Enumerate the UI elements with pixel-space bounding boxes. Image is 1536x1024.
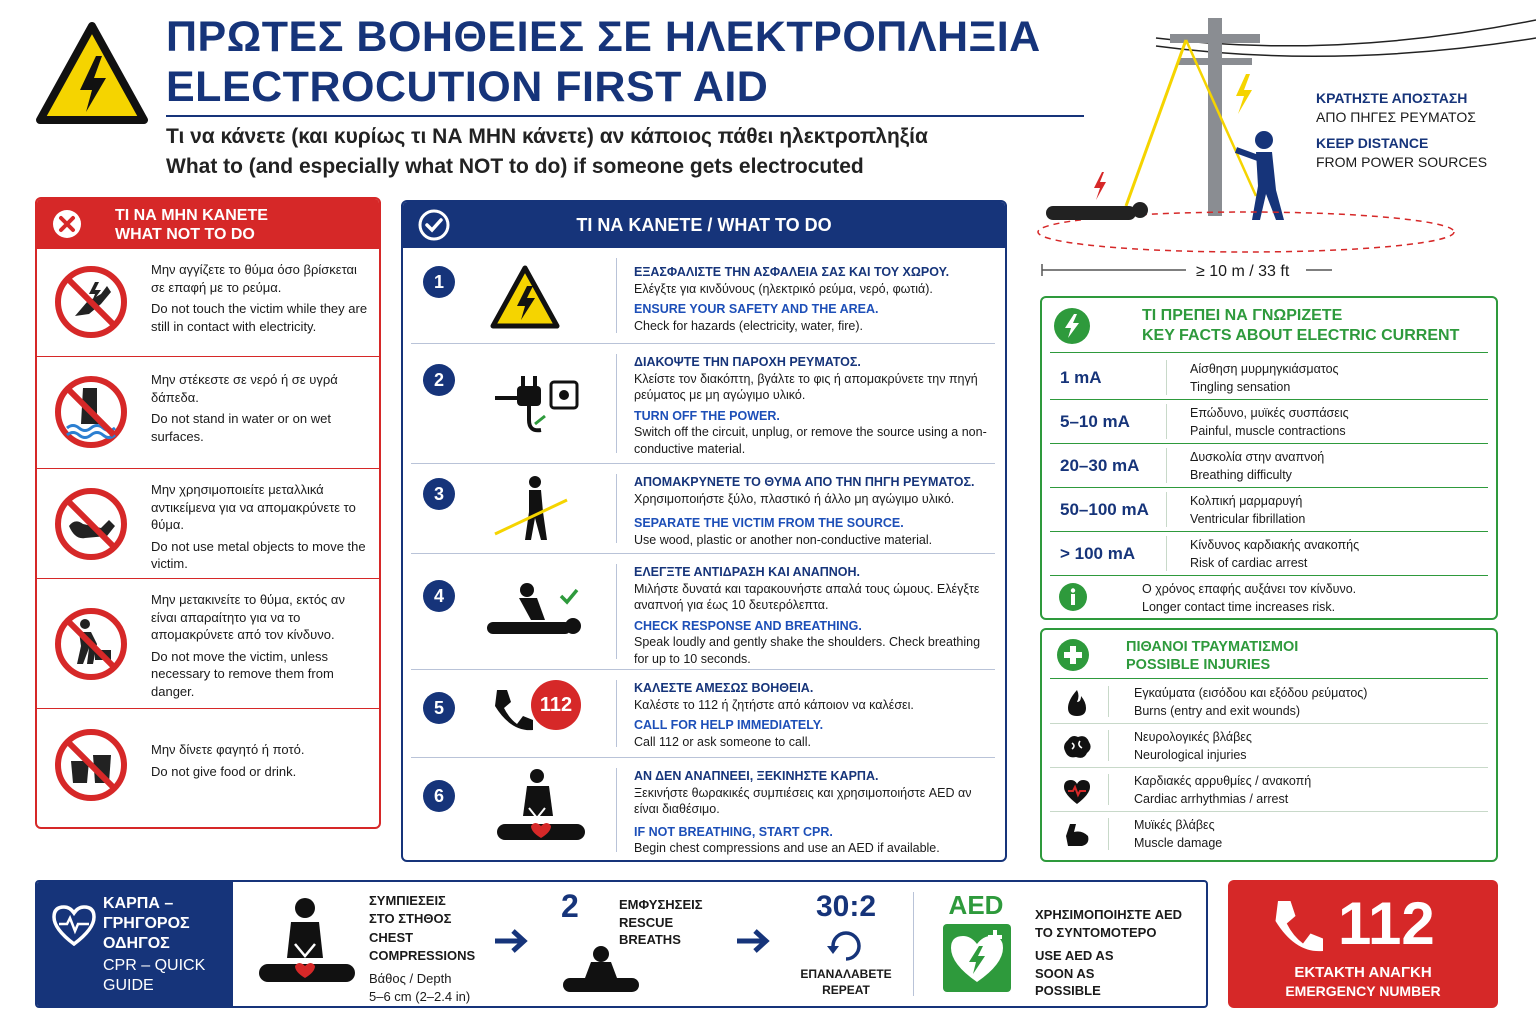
step-row	[411, 554, 995, 670]
depth-label: Βάθος / Depth	[369, 971, 452, 986]
step-head-english: SEPARATE THE VICTIM FROM THE SOURCE.	[634, 516, 904, 530]
dont-text-greek: Μην αγγίζετε το θύμα όσο βρίσκεται σε επαφή με το ρεύμα.	[151, 262, 357, 295]
rescue-breaths-icon	[561, 944, 641, 994]
warning-icon	[489, 264, 561, 330]
possible-injuries-panel	[1040, 628, 1498, 862]
step-number: 3	[423, 478, 455, 510]
x-circle-icon	[51, 208, 83, 240]
check-breathing-icon	[483, 580, 583, 640]
fact-greek: Κίνδυνος καρδιακής ανακοπής	[1190, 538, 1360, 552]
step-head-greek: ΕΞΑΣΦΑΛΙΣΤΕ ΤΗΝ ΑΣΦΑΛΕΙΑ ΣΑΣ ΚΑΙ ΤΟΥ ΧΩΡΟΥ.	[634, 265, 950, 279]
current-value: 50–100 mA	[1060, 500, 1149, 519]
warning-sign-icon	[34, 20, 150, 126]
fact-greek: Κολπική μαρμαρυγή	[1190, 494, 1303, 508]
separate-victim-icon	[491, 474, 571, 544]
step-body-greek: Ξεκινήστε θωρακικές συμπιέσεις και χρησιμοποιήστε AED αν είναι διαθέσιμο.	[634, 785, 972, 816]
dont-item	[37, 249, 379, 357]
no-metal-icon	[53, 486, 129, 562]
compressions-english: CHEST COMPRESSIONS	[369, 930, 476, 963]
step-head-english: ENSURE YOUR SAFETY AND THE AREA.	[634, 302, 879, 316]
no-food-icon	[53, 727, 129, 803]
repeat-english: REPEAT	[822, 983, 870, 997]
facts-title-english: KEY FACTS ABOUT ELECTRIC CURRENT	[1142, 327, 1460, 344]
step-body-english: Switch off the circuit, unplug, or remove the source using a non-conductive material.	[634, 425, 987, 456]
step-body-english: Begin chest compressions and use an AED if available.	[634, 841, 940, 855]
dont-text-greek: Μην μετακινείτε το θύμα, εκτός αν είναι απαραίτητο για να το απομακρύνετε από τον κίνδυνο.	[151, 592, 345, 642]
injury-greek: Νευρολογικές βλάβες	[1134, 730, 1252, 744]
step-head-greek: ΑΝ ΔΕΝ ΑΝΑΠΝΕΕΙ, ΞΕΚΙΝΗΣΤΕ ΚΑΡΠΑ.	[634, 769, 879, 783]
injury-english: Muscle damage	[1134, 836, 1223, 850]
cpr-guide-label	[37, 882, 233, 1006]
step-body-greek: Ελέγξτε για κινδύνους (ηλεκτρικό ρεύμα, νερό, φωτιά).	[634, 281, 933, 296]
step-body-greek: Μιλήστε δυνατά και ταρακουνήστε απαλά τους ώμους. Ελέγξτε αναπνοή για έως 10 δευτερόλεπτα.	[634, 581, 980, 612]
dont-text-english: Do not give food or drink.	[151, 763, 297, 779]
unplug-icon	[489, 372, 579, 436]
injury-row	[1050, 812, 1488, 856]
step-body-greek: Χρησιμοποιήστε ξύλο, πλαστικό ή άλλο μη αγώγιμο υλικό.	[634, 491, 955, 506]
breaths-english: RESCUE BREATHS	[619, 914, 681, 947]
step-body-english: Speak loudly and gently shake the shoulders. Check breathing for up to 10 seconds.	[634, 635, 981, 666]
fact-greek: Επώδυνο, μυϊκές συσπάσεις	[1190, 406, 1349, 420]
step-body-english: Use wood, plastic or another non-conductive material.	[634, 532, 933, 547]
brain-icon	[1062, 734, 1092, 760]
dont-text-greek: Μην δίνετε φαγητό ή ποτό.	[151, 742, 305, 757]
facts-note-english: Longer contact time increases risk.	[1142, 600, 1336, 614]
step-head-english: CHECK RESPONSE AND BREATHING.	[634, 618, 862, 633]
fact-english: Ventricular fibrillation	[1190, 512, 1306, 526]
dont-text-greek: Μην στέκεστε σε νερό ή σε υγρά δάπεδα.	[151, 372, 338, 405]
aed-label: AED	[948, 890, 1004, 920]
fact-row	[1050, 400, 1488, 444]
cpr-quick-guide	[35, 880, 1208, 1008]
what-not-to-do-panel	[35, 197, 381, 829]
step-number: 5	[423, 692, 455, 724]
phone-icon	[1270, 896, 1326, 956]
cpr-ratio: 30:2	[815, 890, 877, 923]
injury-greek: Εγκαύματα (εισόδου και εξόδου ρεύματος)	[1134, 686, 1368, 700]
injury-row	[1050, 724, 1488, 768]
step-row	[411, 344, 995, 464]
keep-distance-en-head: KEEP DISTANCE	[1316, 135, 1429, 151]
injury-english: Burns (entry and exit wounds)	[1134, 704, 1301, 718]
current-value: 20–30 mA	[1060, 456, 1140, 475]
dont-item	[37, 357, 379, 469]
subtitle-english: What to (and especially what NOT to do) if someone gets electrocuted	[166, 155, 864, 178]
what-to-do-panel	[401, 200, 1007, 862]
chest-compressions-icon	[257, 894, 357, 990]
key-facts-panel	[1040, 296, 1498, 620]
muscle-icon	[1064, 820, 1092, 848]
step-row	[411, 248, 995, 344]
depth-value: 5–6 cm (2–2.4 in)	[369, 988, 471, 1004]
emergency-number-badge: 112	[531, 680, 581, 730]
fact-row	[1050, 444, 1488, 488]
dont-item	[37, 469, 379, 579]
aed-icon	[943, 924, 1011, 992]
what-to-do-title: ΤΙ ΝΑ ΚΑΝΕΤΕ / WHAT TO DO	[576, 215, 832, 235]
fact-english: Risk of cardiac arrest	[1190, 556, 1308, 570]
step-body-greek: Καλέστε το 112 ή ζητήστε από κάποιον να καλέσει.	[634, 697, 914, 712]
no-water-icon	[53, 374, 129, 450]
heart-pulse-icon	[1062, 778, 1092, 806]
step-body-english: Call 112 or ask someone to call.	[634, 734, 811, 749]
fact-row	[1050, 356, 1488, 400]
injury-english: Neurological injuries	[1134, 748, 1247, 762]
distance-label: ≥ 10 m / 33 ft	[1196, 263, 1290, 280]
injury-row	[1050, 768, 1488, 812]
current-value: 5–10 mA	[1060, 412, 1130, 431]
step-row	[411, 758, 995, 862]
no-touch-icon	[53, 264, 129, 340]
step-head-greek: ΚΑΛΕΣΤΕ ΑΜΕΣΩΣ ΒΟΗΘΕΙΑ.	[634, 681, 814, 695]
page-title-english: ELECTROCUTION FIRST AID	[166, 63, 769, 111]
dont-title-greek: ΤΙ ΝΑ ΜΗΝ ΚΑΝΕΤΕ	[115, 207, 268, 224]
injuries-title-greek: ΠΙΘΑΝΟΙ ΤΡΑΥΜΑΤΙΣΜΟΙ	[1126, 639, 1299, 655]
step-body-english: Check for hazards (electricity, water, fire).	[634, 318, 864, 333]
dont-text-english: Do not use metal objects to move the victim.	[151, 538, 366, 571]
subtitle-greek: Τι να κάνετε (και κυρίως τι ΝΑ ΜΗΝ κάνετε) αν κάποιος πάθει ηλεκτροπληξία	[166, 125, 928, 148]
keep-distance-gr	[1316, 89, 1476, 127]
breaths-count: 2	[561, 888, 579, 924]
fact-row	[1050, 532, 1488, 576]
emergency-greek: ΕΚΤΑΚΤΗ ΑΝΑΓΚΗ	[1294, 964, 1432, 981]
fact-greek: Δυσκολία στην αναπνοή	[1190, 450, 1325, 464]
fact-row	[1050, 488, 1488, 532]
step-head-greek: ΕΛΕΓΞΤΕ ΑΝΤΙΔΡΑΣΗ ΚΑΙ ΑΝΑΠΝΟΗ.	[634, 565, 861, 579]
fact-greek: Αίσθηση μυρμηγκιάσματος	[1190, 362, 1339, 376]
fact-english: Painful, muscle contractions	[1190, 424, 1346, 438]
step-number: 2	[423, 364, 455, 396]
arrow-right-icon	[735, 926, 771, 956]
step-head-greek: ΑΠΟΜΑΚΡΥΝΕΤΕ ΤΟ ΘΥΜΑ ΑΠΟ ΤΗΝ ΠΗΓΗ ΡΕΥΜΑΤΟΣ.	[634, 475, 975, 489]
current-value: > 100 mA	[1060, 544, 1136, 563]
breaths-greek: ΕΜΦΥΣΗΣΕΙΣ	[619, 897, 703, 912]
injuries-title-english: POSSIBLE INJURIES	[1126, 657, 1271, 673]
plus-circle-icon	[1056, 638, 1090, 672]
dont-title-english: WHAT NOT TO DO	[115, 226, 255, 243]
phone-icon	[491, 686, 535, 734]
dont-item	[37, 709, 379, 827]
injury-row	[1050, 680, 1488, 724]
cpr-title-english: CPR – QUICK GUIDE	[103, 957, 206, 994]
compressions-greek: ΣΥΜΠΙΕΣΕΙΣ ΣΤΟ ΣΤΗΘΟΣ	[369, 893, 452, 926]
facts-title-greek: ΤΙ ΠΡΕΠΕΙ ΝΑ ΓΝΩΡΙΖΕΤΕ	[1142, 307, 1343, 324]
injury-greek: Μυϊκές βλάβες	[1134, 818, 1215, 832]
current-value: 1 mA	[1060, 368, 1102, 387]
lightning-circle-icon	[1052, 306, 1092, 346]
keep-distance-gr-sub: ΑΠΟ ΠΗΓΕΣ ΡΕΥΜΑΤΟΣ	[1316, 109, 1476, 125]
emergency-english: EMERGENCY NUMBER	[1285, 983, 1441, 999]
no-move-icon	[53, 606, 129, 682]
cpr-icon	[493, 768, 589, 850]
repeat-greek: ΕΠΑΝΑΛΑΒΕΤΕ	[800, 967, 892, 981]
step-body-greek: Κλείστε τον διακόπτη, βγάλτε το φις ή απομακρύνετε την πηγή ρεύματος με μη αγώγιμο υλικό.	[634, 371, 978, 402]
fire-icon	[1064, 688, 1090, 718]
arrow-right-icon	[493, 926, 529, 956]
step-number: 6	[423, 780, 455, 812]
what-not-to-do-header	[37, 199, 379, 249]
what-to-do-header	[403, 202, 1005, 248]
title-divider	[166, 115, 1084, 117]
info-icon	[1058, 582, 1088, 612]
fact-english: Breathing difficulty	[1190, 468, 1292, 482]
keep-distance-en	[1316, 134, 1487, 172]
facts-note-greek: Ο χρόνος επαφής αυξάνει τον κίνδυνο.	[1142, 582, 1357, 596]
injury-english: Cardiac arrhythmias / arrest	[1134, 792, 1289, 806]
fact-english: Tingling sensation	[1190, 380, 1291, 394]
page-title-greek: ΠΡΩΤΕΣ ΒΟΗΘΕΙΕΣ ΣΕ ΗΛΕΚΤΡΟΠΛΗΞΙΑ	[166, 13, 1041, 61]
cpr-title-greek: ΚΑΡΠΑ – ΓΡΗΓΟΡΟΣ ΟΔΗΓΟΣ	[103, 895, 190, 952]
step-head-greek: ΔΙΑΚΟΨΤΕ ΤΗΝ ΠΑΡΟΧΗ ΡΕΥΜΑΤΟΣ.	[634, 355, 861, 369]
step-head-english: TURN OFF THE POWER.	[634, 408, 780, 423]
step-head-english: CALL FOR HELP IMMEDIATELY.	[634, 718, 824, 732]
keep-distance-gr-head: ΚΡΑΤΗΣΤΕ ΑΠΟΣΤΑΣΗ	[1316, 90, 1468, 106]
aed-english: USE AED AS SOON AS POSSIBLE	[1035, 948, 1114, 998]
dont-text-english: Do not move the victim, unless necessary to remove them from danger.	[151, 648, 334, 699]
emergency-number: 112	[1338, 890, 1435, 957]
repeat-icon	[825, 928, 867, 964]
dont-text-greek: Μην χρησιμοποιείτε μεταλλικά αντικείμενα για να απομακρύνετε το θύμα.	[151, 482, 356, 532]
emergency-number-card	[1228, 880, 1498, 1008]
injury-greek: Καρδιακές αρρυθμίες / ανακοπή	[1134, 774, 1312, 788]
step-row	[411, 670, 995, 758]
heart-pulse-icon	[51, 904, 97, 946]
step-row	[411, 464, 995, 554]
step-head-english: IF NOT BREATHING, START CPR.	[634, 824, 833, 839]
dont-text-english: Do not stand in water or on wet surfaces.	[151, 411, 331, 444]
dont-item	[37, 579, 379, 709]
step-number: 4	[423, 580, 455, 612]
step-number: 1	[423, 266, 455, 298]
aed-greek: ΧΡΗΣΙΜΟΠΟΙΗΣΤΕ AED ΤΟ ΣΥΝΤΟΜΟΤΕΡΟ	[1035, 907, 1183, 940]
keep-distance-en-sub: FROM POWER SOURCES	[1316, 154, 1488, 170]
dont-text-english: Do not touch the victim while they are still in contact with electricity.	[151, 301, 368, 334]
